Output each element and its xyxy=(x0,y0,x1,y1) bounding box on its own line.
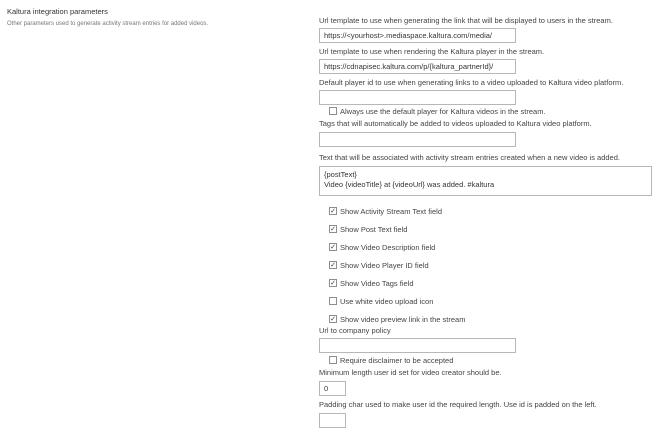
require-disclaimer-row[interactable] xyxy=(329,355,659,365)
company-policy-input[interactable] xyxy=(319,338,516,353)
checkbox[interactable]: ✓ xyxy=(330,225,336,233)
url-template-player-input[interactable] xyxy=(319,59,516,74)
activity-text-label: Text that will be associated with activity stream entries created when a new video is added. xyxy=(319,153,620,162)
show-option-label: Show Activity Stream Text field xyxy=(340,206,442,216)
padding-char-label: Padding char used to make user id the required length. Use id is padded on the left. xyxy=(319,400,597,409)
activity-text-line-2: Video {videoTitle} at {videoUrl} was added. #kaltura xyxy=(324,180,495,189)
checkbox[interactable]: ✓ xyxy=(330,315,336,323)
padding-char-input[interactable] xyxy=(319,413,346,428)
show-option-label: Show Post Text field xyxy=(340,224,408,234)
show-option-row[interactable] xyxy=(329,206,659,216)
section-description: Other parameters used to generate activity stream entries for added videos. xyxy=(7,21,209,27)
activity-text-textarea[interactable] xyxy=(319,166,652,196)
section-title: Kaltura integration parameters xyxy=(7,7,108,16)
checkbox[interactable]: ✓ xyxy=(330,207,336,215)
show-option-row[interactable] xyxy=(329,296,659,306)
tags-label: Tags that will automatically be added to videos uploaded to Kaltura video platform. xyxy=(319,119,592,128)
show-options-list xyxy=(319,206,659,324)
settings-form xyxy=(319,16,659,428)
default-player-id-label: Default player id to use when generating links to a video uploaded to Kaltura video platform. xyxy=(319,78,624,87)
min-length-input[interactable] xyxy=(319,381,346,396)
require-disclaimer-label: Require disclaimer to be accepted xyxy=(340,355,454,365)
default-player-checkbox-label: Always use the default player for Kaltura videos in the stream. xyxy=(340,106,546,116)
min-length-label: Minimum length user id set for video creator should be. xyxy=(319,368,502,377)
url-template-player-label: Url template to use when rendering the Kaltura player in the stream. xyxy=(319,47,545,56)
default-player-checkbox-row[interactable] xyxy=(329,106,659,116)
default-player-id-input[interactable] xyxy=(319,90,516,105)
show-option-row[interactable] xyxy=(329,224,659,234)
show-option-row[interactable] xyxy=(329,260,659,270)
show-option-row[interactable] xyxy=(329,278,659,288)
show-option-label: Show Video Player ID field xyxy=(340,260,429,270)
show-option-label: Use white video upload icon xyxy=(340,296,434,306)
checkbox[interactable]: ✓ xyxy=(330,279,336,287)
show-option-label: Show Video Description field xyxy=(340,242,436,252)
activity-text-line-1: {postText} xyxy=(324,170,357,179)
section-header xyxy=(7,7,287,27)
checkbox[interactable]: ✓ xyxy=(330,243,336,251)
checkbox[interactable]: ✓ xyxy=(330,261,336,269)
default-player-checkbox[interactable] xyxy=(329,107,337,115)
company-policy-label: Url to company policy xyxy=(319,326,391,335)
url-template-link-input[interactable] xyxy=(319,28,516,43)
tags-input[interactable] xyxy=(319,132,516,147)
show-option-row[interactable] xyxy=(329,242,659,252)
require-disclaimer-checkbox[interactable] xyxy=(329,356,337,364)
url-template-link-label: Url template to use when generating the link that will be displayed to users in the stream. xyxy=(319,16,613,25)
show-option-label: Show video preview link in the stream xyxy=(340,314,466,324)
show-option-row[interactable] xyxy=(329,314,659,324)
show-option-label: Show Video Tags field xyxy=(340,278,414,288)
checkbox[interactable] xyxy=(329,297,337,305)
